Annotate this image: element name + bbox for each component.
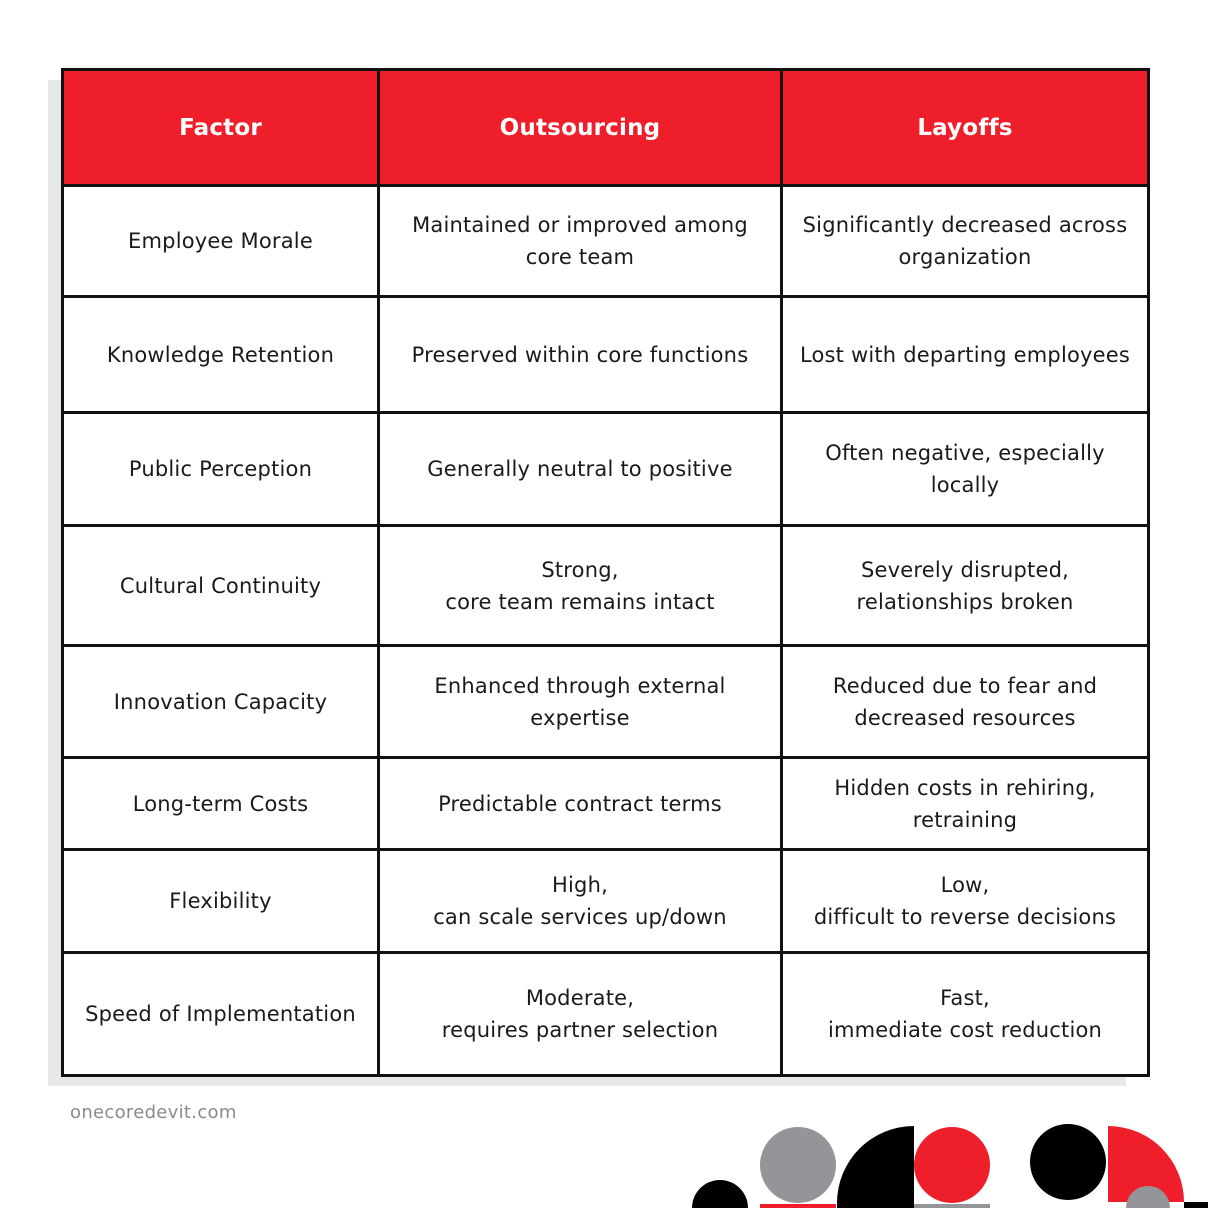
table-row bbox=[63, 186, 1149, 297]
outsourcing-cell: Predictable contract terms bbox=[379, 758, 782, 850]
header-factor: Factor bbox=[63, 70, 379, 186]
table-row bbox=[63, 646, 1149, 758]
table-row bbox=[63, 297, 1149, 413]
factor-cell: Innovation Capacity bbox=[63, 646, 379, 758]
gray-circle-shape bbox=[760, 1127, 836, 1203]
factor-cell: Employee Morale bbox=[63, 186, 379, 297]
outsourcing-cell: Generally neutral to positive bbox=[379, 413, 782, 526]
outsourcing-cell: Moderate, requires partner selection bbox=[379, 953, 782, 1076]
layoffs-cell: Severely disrupted, relationships broken bbox=[782, 526, 1149, 646]
outsourcing-cell: Maintained or improved among core team bbox=[379, 186, 782, 297]
black-circle-shape bbox=[1030, 1124, 1106, 1200]
gray-bar-shape bbox=[914, 1204, 990, 1208]
factor-cell: Speed of Implementation bbox=[63, 953, 379, 1076]
factor-cell: Cultural Continuity bbox=[63, 526, 379, 646]
table-row bbox=[63, 850, 1149, 953]
layoffs-cell: Low, difficult to reverse decisions bbox=[782, 850, 1149, 953]
header-outsourcing: Outsourcing bbox=[379, 70, 782, 186]
factor-cell: Flexibility bbox=[63, 850, 379, 953]
layoffs-cell: Significantly decreased across organization bbox=[782, 186, 1149, 297]
header-row bbox=[63, 70, 1149, 186]
black-quarter-shape bbox=[837, 1126, 914, 1208]
header-layoffs: Layoffs bbox=[782, 70, 1149, 186]
website-url: onecoredevit.com bbox=[70, 1102, 237, 1123]
layoffs-cell: Lost with departing employees bbox=[782, 297, 1149, 413]
layoffs-cell: Reduced due to fear and decreased resources bbox=[782, 646, 1149, 758]
outsourcing-cell: Preserved within core functions bbox=[379, 297, 782, 413]
outsourcing-cell: Enhanced through external expertise bbox=[379, 646, 782, 758]
comparison-table bbox=[61, 68, 1150, 1077]
table-row bbox=[63, 758, 1149, 850]
decorative-shapes-logo bbox=[680, 1120, 1208, 1208]
layoffs-cell: Often negative, especially locally bbox=[782, 413, 1149, 526]
outsourcing-cell: High, can scale services up/down bbox=[379, 850, 782, 953]
layoffs-cell: Hidden costs in rehiring, retraining bbox=[782, 758, 1149, 850]
outsourcing-cell: Strong, core team remains intact bbox=[379, 526, 782, 646]
table-row bbox=[63, 413, 1149, 526]
factor-cell: Long-term Costs bbox=[63, 758, 379, 850]
factor-cell: Knowledge Retention bbox=[63, 297, 379, 413]
red-bar-shape bbox=[760, 1204, 836, 1208]
red-circle-shape bbox=[914, 1127, 990, 1203]
table-row bbox=[63, 526, 1149, 646]
table-row bbox=[63, 953, 1149, 1076]
black-edge-shape bbox=[1184, 1202, 1208, 1208]
black-arc-shape bbox=[692, 1180, 748, 1208]
layoffs-cell: Fast, immediate cost reduction bbox=[782, 953, 1149, 1076]
factor-cell: Public Perception bbox=[63, 413, 379, 526]
